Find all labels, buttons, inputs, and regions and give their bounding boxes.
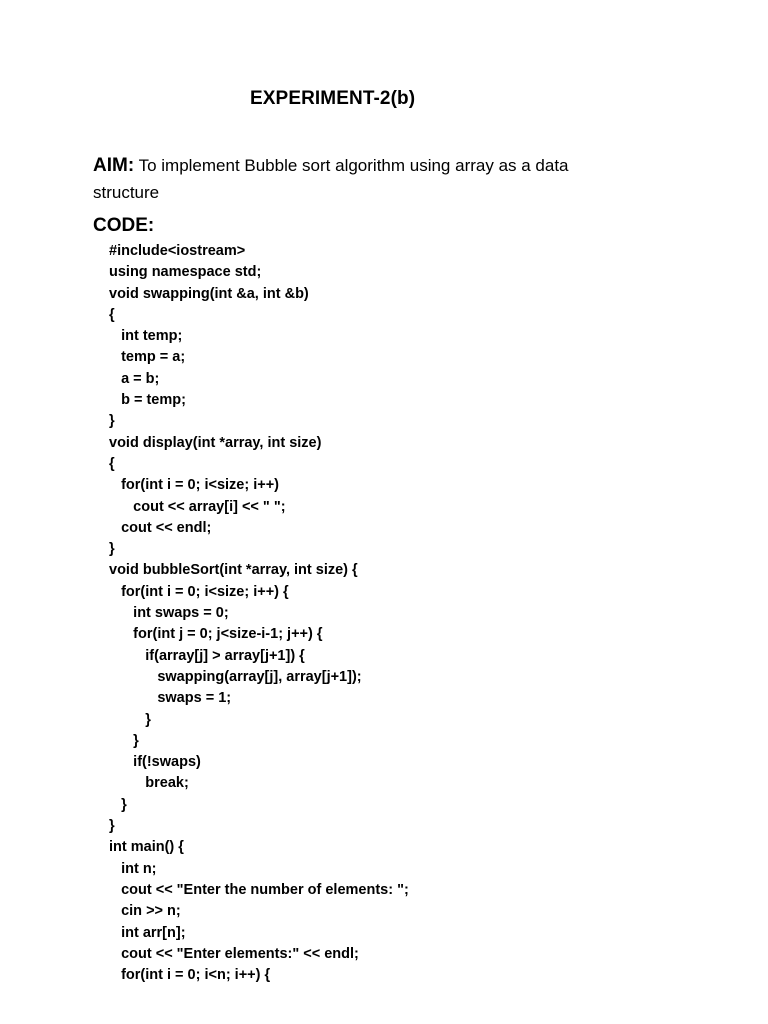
code-heading: CODE: [93,215,155,236]
experiment-title: EXPERIMENT-2(b) [250,88,416,109]
code-line: cout << "Enter the number of elements: "; [109,881,409,898]
aim-label: AIM: [93,155,135,176]
code-line: } [109,413,115,430]
code-line: for(int i = 0; i<size; i++) [109,477,280,494]
code-line: swaps = 1; [109,690,232,707]
aim-text: To implement Bubble sort algorithm using array as a data structure [93,156,569,202]
code-line: cout << "Enter elements:" << endl; [109,945,359,962]
code-line: for(int j = 0; j<size-i-1; j++) { [109,626,323,643]
code-line: { [109,306,115,323]
code-line: } [109,711,151,728]
code-line: #include<iostream> [109,243,246,259]
code-line: b = temp; [109,392,186,409]
code-line: cout << array[i] << " "; [109,498,286,515]
code-line: } [109,818,115,835]
code-line: swapping(array[j], array[j+1]); [109,668,362,685]
code-line: break; [109,775,189,792]
code-line: { [109,455,115,472]
code-line: for(int i = 0; i<size; i++) { [109,583,289,600]
code-line: if(array[j] > array[j+1]) { [109,647,305,664]
code-line: int temp; [109,328,183,345]
aim-paragraph [93,152,613,206]
code-line: if(!swaps) [109,754,201,771]
code-line: } [109,541,115,558]
code-line: void swapping(int &a, int &b) [109,285,309,302]
code-line: int swaps = 0; [109,605,229,622]
code-line: void bubbleSort(int *array, int size) { [109,562,358,579]
code-block [109,241,669,986]
code-line: cin >> n; [109,903,181,920]
code-line: int arr[n]; [109,924,186,941]
code-line: a = b; [109,370,160,387]
code-line: for(int i = 0; i<n; i++) { [109,967,271,984]
code-line: temp = a; [109,349,186,366]
code-line: cout << endl; [109,519,212,536]
code-line: } [109,732,139,749]
code-line: int main() { [109,839,184,856]
code-line: void display(int *array, int size) [109,434,322,451]
code-line: int n; [109,860,157,877]
code-line: using namespace std; [109,264,262,281]
code-line: } [109,796,127,813]
